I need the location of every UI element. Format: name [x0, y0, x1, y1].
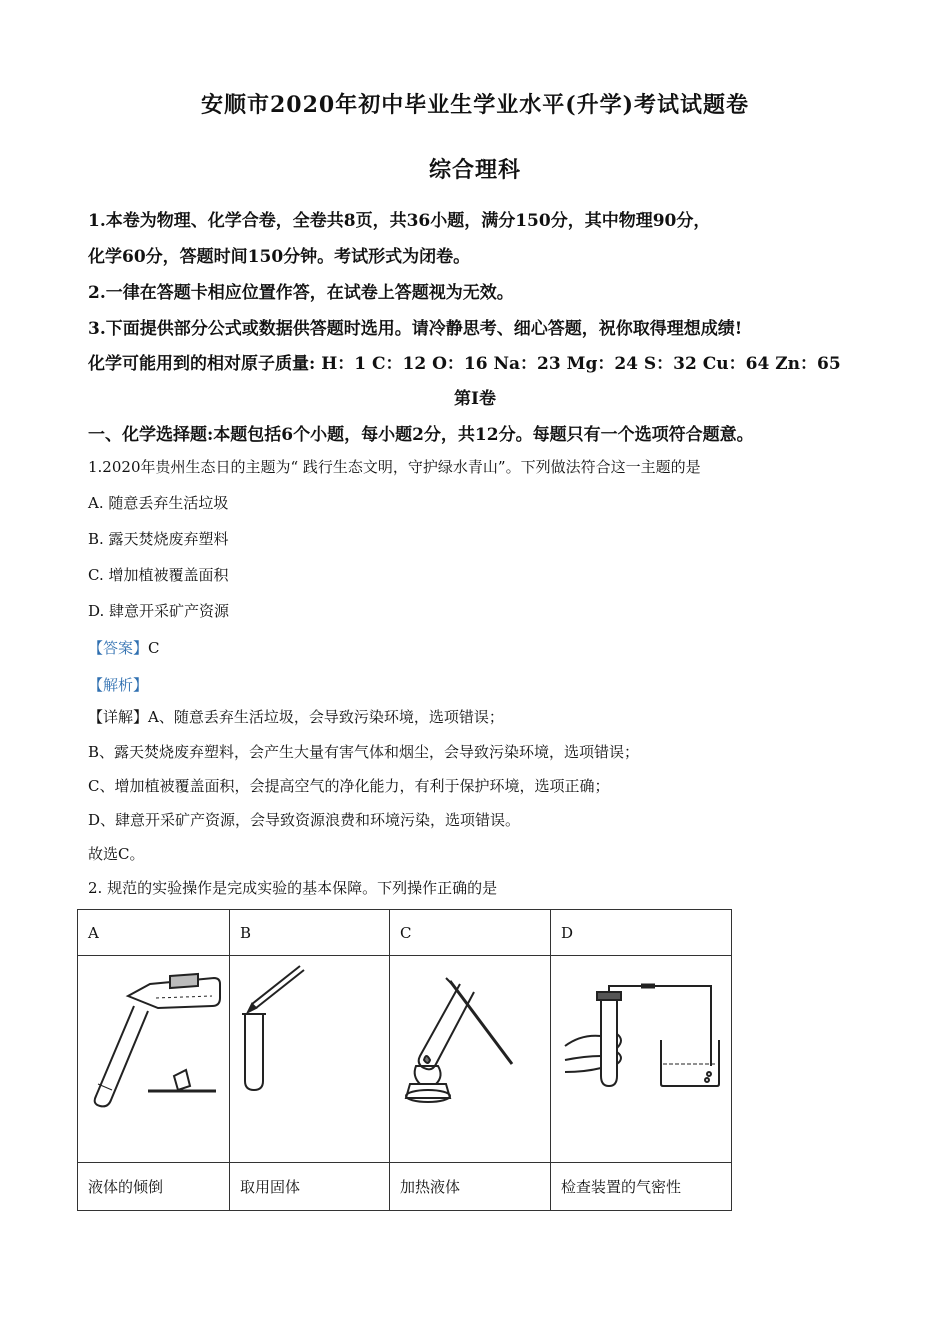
part-heading: 一、化学选择题:本题包括6个小题，每小题2分，共12分。每题只有一个选项符合题意。	[88, 425, 754, 445]
table-header-c: C	[390, 910, 551, 956]
page-subtitle: 综合理科	[428, 157, 521, 183]
analysis-tag: 【解析】	[88, 676, 149, 694]
instruction-line: 2.一律在答题卡相应位置作答，在试卷上答题视为无效。	[88, 283, 514, 303]
instruction-line: 化学60分，答题时间150分钟。考试形式为闭卷。	[88, 247, 471, 267]
option-a: A. 随意丢弃生活垃圾	[88, 494, 229, 512]
analysis-line: C、增加植被覆盖面积，会提高空气的净化能力，有利于保护环境，选项正确；	[88, 777, 610, 795]
analysis-conclusion: 故选C。	[88, 845, 145, 863]
question-stem: 2. 规范的实验操作是完成实验的基本保障。下列操作正确的是	[88, 879, 498, 897]
section-title: 第I卷	[454, 389, 496, 409]
caption-liquid-pouring: 液体的倾倒	[78, 1163, 230, 1211]
table-header-a: A	[78, 910, 230, 956]
question-stem: 1.2020年贵州生态日的主题为“ 践行生态文明，守护绿水青山”。下列做法符合这一主题的是	[88, 458, 701, 476]
option-b: B. 露天焚烧废弃塑料	[88, 530, 229, 548]
analysis-line: 【详解】A、随意丢弃生活垃圾，会导致污染环境，选项错误；	[88, 708, 504, 726]
answer-value: C	[148, 639, 160, 657]
operations-table	[77, 909, 732, 1211]
option-d: D. 肆意开采矿产资源	[88, 602, 230, 620]
page-title: 安顺市2020年初中毕业生学业水平(升学)考试试题卷	[200, 92, 750, 118]
atomic-mass-line: 化学可能用到的相对原子质量: H：1 C：12 O：16 Na：23 Mg：24 S：32 Cu：64 Zn：65	[88, 354, 841, 374]
caption-liquid-heating: 加热液体	[390, 1163, 551, 1211]
option-c: C. 增加植被覆盖面积	[88, 566, 229, 584]
instruction-line: 3.下面提供部分公式或数据供答题时选用。请冷静思考、细心答题，祝你取得理想成绩!	[88, 319, 743, 339]
airtightness-check-icon	[551, 956, 732, 1163]
answer-line	[88, 637, 160, 658]
caption-solid-taking: 取用固体	[230, 1163, 390, 1211]
analysis-line: D、肆意开采矿产资源，会导致资源浪费和环境污染，选项错误。	[88, 811, 521, 829]
instruction-line: 1.本卷为物理、化学合卷，全卷共8页，共36小题，满分150分，其中物理90分，	[88, 211, 711, 231]
table-header-d: D	[551, 910, 732, 956]
analysis-line: B、露天焚烧废弃塑料，会产生大量有害气体和烟尘，会导致污染环境，选项错误；	[88, 743, 640, 761]
caption-airtightness-check: 检查装置的气密性	[551, 1163, 732, 1211]
answer-tag: 【答案】	[88, 639, 149, 657]
solid-taking-icon	[230, 956, 390, 1163]
table-header-b: B	[230, 910, 390, 956]
liquid-heating-icon	[390, 956, 551, 1163]
liquid-pouring-icon	[78, 956, 230, 1163]
